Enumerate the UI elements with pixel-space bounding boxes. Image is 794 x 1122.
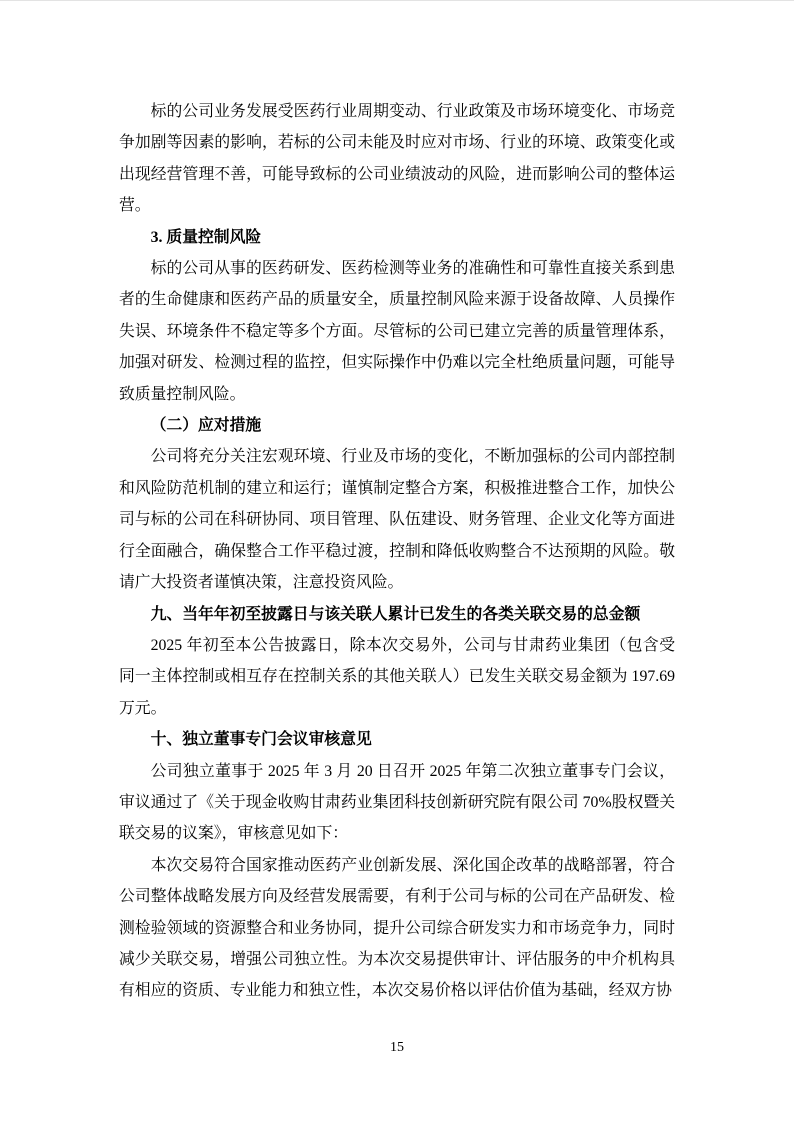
heading-independent-directors-opinion: 十、独立董事专门会议审核意见 bbox=[150, 731, 372, 749]
paragraph-related-transactions-total: 2025 年初至本公告披露日，除本次交易外，公司与甘肃药业集团（包含受同一主体控制或相互存在控制关系的其他关联人）已发生关联交易金额为 197.69 万元。 bbox=[119, 636, 675, 717]
paragraph-review-opinion: 本次交易符合国家推动医药产业创新发展、深化国企改革的战略部署，符合公司整体战略发展方向及经营发展需要，有利于公司与标的公司在产品研发、检测检验领域的资源整合和业务协同，提升公司综合研发实力和市场竞争力，同时减少关联交易，增强公司独立性。为本次交易提供审计、评估服务的中介机构具有相应的资质、专业能力和独立性，本次交易价格以评估价值为基础，经双方协 bbox=[119, 856, 675, 1000]
paragraph-market-risk: 标的公司业务发展受医药行业周期变动、行业政策及市场环境变化、市场竞争加剧等因素的影响，若标的公司未能及时应对市场、行业的环境、政策变化或出现经营管理不善，可能导致标的公司业绩波动的风险，进而影响公司的整体运营。 bbox=[119, 103, 675, 215]
page-number: 15 bbox=[390, 1040, 404, 1055]
heading-related-transactions-total: 九、当年年初至披露日与该关联人累计已发生的各类关联交易的总金额 bbox=[150, 605, 641, 623]
paragraph-quality-control-risk: 标的公司从事的医药研发、医药检测等业务的准确性和可靠性直接关系到患者的生命健康和医药产品的质量安全，质量控制风险来源于设备故障、人员操作失误、环境条件不稳定等多个方面。尽管标的公司已建立完善的质量管理体系，加强对研发、检测过程的监控，但实际操作中仍难以完全杜绝质量问题，可能导致质量控制风险。 bbox=[119, 260, 675, 403]
paragraph-meeting-resolution: 公司独立董事于 2025 年 3 月 20 日召开 2025 年第二次独立董事专门会议，审议通过了《关于现金收购甘肃药业集团科技创新研究院有限公司 70%股权暨关联交易的议案》，审核意见如下： bbox=[119, 762, 675, 843]
heading-countermeasures: （二）应对措施 bbox=[150, 417, 262, 435]
heading-quality-control-risk: 3. 质量控制风险 bbox=[150, 228, 262, 246]
paragraph-countermeasures: 公司将充分关注宏观环境、行业及市场的变化，不断加强标的公司内部控制和风险防范机制的建立和运行；谨慎制定整合方案，积极推进整合工作，加快公司与标的公司在科研协同、项目管理、队伍建设、财务管理、企业文化等方面进行全面融合，确保整合工作平稳过渡，控制和降低收购整合不达预期的风险。敬请广大投资者谨慎决策，注意投资风险。 bbox=[119, 448, 675, 592]
document-body bbox=[119, 96, 675, 1007]
